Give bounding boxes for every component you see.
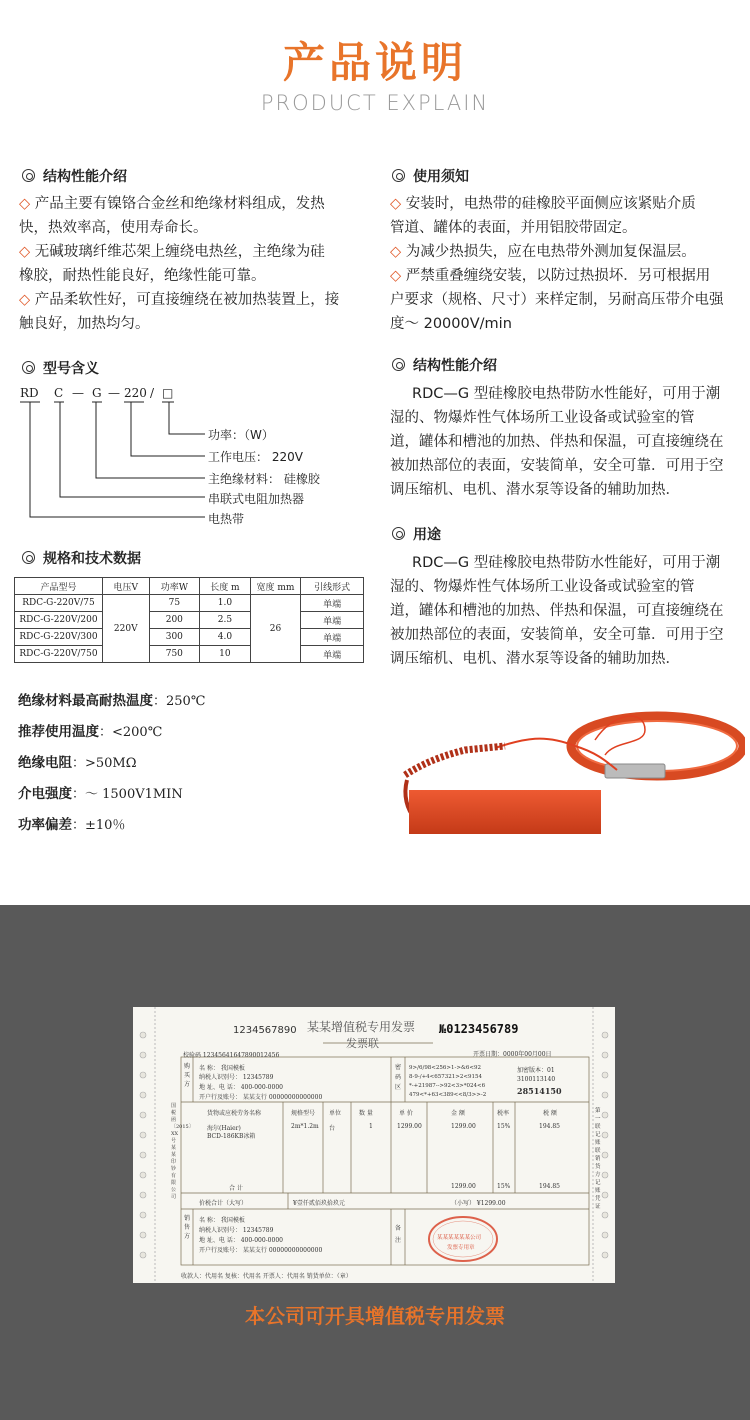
spec-cell-voltage: 220V (103, 595, 150, 663)
sum-label: 价税合计（大写） (199, 1200, 248, 1207)
model-heading: 型号含义 (22, 358, 99, 378)
check-code: 校验码 12345641647890012456 (183, 1052, 280, 1059)
usage-heading: 使用须知 (392, 166, 469, 186)
cipher-side-label: 密 码 区 (395, 1064, 402, 1091)
structure-item-3-cont: 触良好，加热均匀。 (19, 316, 150, 332)
invoice-code: 1234567890 (233, 1025, 297, 1036)
cipher-line: 9>/6/98<256>1->&6<92 (409, 1065, 481, 1071)
model-label-voltage: 工作电压： 220V (208, 450, 303, 464)
spec-cell-lead: 单端 (301, 612, 364, 629)
goods-rate: 15% (497, 1123, 511, 1130)
page-title: 产品说明 (282, 38, 467, 87)
circle-bullet-icon (22, 169, 35, 182)
sum-small: （小写） ¥1299.00 (451, 1200, 506, 1207)
usage-item-3-cont2: 度～ 20000V/min (390, 316, 512, 332)
stamp-subtext: 发票专用章 (447, 1245, 475, 1251)
stamp-text: 某某某某某某公司 (437, 1235, 482, 1241)
page-subtitle: PRODUCT EXPLAIN (260, 91, 490, 115)
product-photo (395, 700, 745, 840)
model-code-dash2: — (108, 386, 120, 400)
invoice-title: 某某增值税专用发票 (307, 1020, 416, 1034)
structure2-heading: 结构性能介绍 (392, 355, 497, 375)
structure2-line: 被加热部位的表面，安装简单，安全可靠．可用于空 (390, 458, 724, 474)
use-text (390, 551, 740, 671)
model-diagram (20, 386, 350, 526)
col-qty: 数 量 (359, 1110, 373, 1117)
invoice-caption: 本公司可开具增值税专用发票 (245, 1304, 505, 1328)
param-dielectric: 介电强度：～ 1500V1MIN (18, 786, 183, 802)
model-code-slash: / (150, 386, 155, 400)
spec-col-lead: 引线形式 (301, 578, 364, 595)
side-left-text: 国税函〔2015〕XX号某某印钞有限公司 (171, 1103, 194, 1200)
col-unit: 单位 (329, 1110, 342, 1117)
cipher-line: *-+21987-->92<3>*024<6 (409, 1083, 486, 1089)
diamond-icon: ◇ (390, 268, 406, 284)
goods-amount: 1299.00 (451, 1123, 476, 1130)
structure-item-2: ◇ 无碱玻璃纤维芯架上缠绕电热丝，主绝缘为硅 (19, 244, 325, 260)
circle-bullet-icon (392, 358, 405, 371)
buyer-name: 名 称： 我国模板 (199, 1065, 245, 1072)
param-use-temp: 推荐使用温度：<200℃ (18, 724, 163, 740)
circle-bullet-icon (392, 169, 405, 182)
coiled-lead (405, 746, 505, 775)
model-code-voltage: 220 (124, 386, 147, 400)
model-code-rd: RD (20, 386, 39, 400)
col-price: 单 价 (399, 1110, 413, 1117)
spec-cell-length: 4.0 (200, 629, 251, 646)
spec-col-model: 产品型号 (15, 578, 103, 595)
model-code-g: G (92, 386, 102, 400)
diamond-icon: ◇ (390, 196, 406, 212)
spec-cell-power: 75 (149, 595, 200, 612)
total-label: 合 计 (229, 1185, 243, 1192)
structure-item-2-cont: 橡胶，耐热性能良好，绝缘性能可靠。 (19, 268, 266, 284)
usage-item-1-cont: 管道、罐体的表面，并用铝胶带固定。 (390, 220, 637, 236)
goods-qty: 1 (369, 1123, 373, 1130)
circle-bullet-icon (22, 551, 35, 564)
spec-cell-lead: 单端 (301, 646, 364, 663)
goods-tax: 194.85 (539, 1123, 560, 1130)
structure-heading: 结构性能介绍 (22, 166, 127, 186)
spec-col-voltage: 电压V (103, 578, 150, 595)
goods-unit: 台 (329, 1125, 336, 1132)
cipher-line: 8-9-/+4<657321>2<9154 (409, 1074, 482, 1080)
model-code-dash1: — (72, 386, 84, 400)
buyer-tax: 纳税人识别号： 12345789 (199, 1074, 274, 1081)
col-amount: 金 额 (451, 1110, 465, 1117)
use-line: 被加热部位的表面，安装简单，安全可靠．可用于空 (390, 627, 724, 643)
use-line: 湿的、物爆炸性气体场所工业设备或试验室的管 (390, 579, 695, 595)
table-row (15, 629, 364, 646)
structure2-text (390, 382, 740, 502)
spec-cell-model: RDC-G-220V/75 (15, 595, 103, 612)
structure-item-1: ◇ 产品主要有镍铬合金丝和绝缘材料组成，发热 (19, 196, 325, 212)
structure2-line: 调压缩机、电机、潜水泵等设备的辅助加热． (390, 482, 680, 498)
circle-bullet-icon (392, 527, 405, 540)
col-spec: 规格型号 (291, 1110, 316, 1117)
diamond-icon: ◇ (19, 292, 35, 308)
spec-cell-power: 750 (149, 646, 200, 663)
remark-label: 备 注 (395, 1225, 402, 1244)
invoice-footer: 收款人：代用名 复核：代用名 开票人：代用名 销货单位：（章） (181, 1273, 352, 1280)
model-label-band: 电热带 (208, 512, 245, 526)
invoice-date: 开票日期：0000年00月00日 (473, 1051, 552, 1058)
structure2-line: 湿的、物爆炸性气体场所工业设备或试验室的管 (390, 410, 695, 426)
goods-name: 海尔(Haier) (207, 1125, 241, 1132)
diamond-icon: ◇ (19, 244, 35, 260)
invoice-number: №0123456789 (439, 1022, 519, 1036)
total-tax: 194.85 (539, 1183, 560, 1190)
table-row (15, 595, 364, 612)
diamond-icon: ◇ (19, 196, 35, 212)
sum-words: ¥壹仟贰佰玖拾玖元 (293, 1200, 345, 1207)
use-line: RDC—G 型硅橡胶电热带防水性能好，可用于潮 (412, 555, 721, 571)
spec-cell-length: 10 (200, 646, 251, 663)
model-label-power: 功率：（W） (208, 428, 274, 442)
spec-cell-power: 200 (149, 612, 200, 629)
invoice-image (133, 1007, 615, 1283)
model-label-heater: 串联式电阻加热器 (208, 492, 305, 506)
spec-table (14, 577, 364, 663)
seller-side-label: 销 售 方 (184, 1215, 191, 1240)
buyer-addr: 地 址、电 话： 400-000-0000 (199, 1084, 283, 1091)
param-power-dev: 功率偏差：±10％ (18, 817, 126, 833)
seller-tax: 纳税人识别号： 12345789 (199, 1227, 274, 1234)
invoice-subtitle: 发票联 (346, 1037, 379, 1050)
spec-cell-length: 1.0 (200, 595, 251, 612)
cipher-version: 加密版本：01 (517, 1067, 555, 1074)
goods-price: 1299.00 (397, 1123, 422, 1130)
buyer-side-label: 购 买 方 (184, 1063, 191, 1088)
structure2-line: 道，罐体和槽池的加热、伴热和保温，可直接缠绕在 (390, 434, 724, 450)
params-list (18, 686, 205, 841)
usage-item-1: ◇ 安装时，电热带的硅橡胶平面侧应该紧贴介质 (390, 196, 696, 212)
structure-list (19, 192, 364, 336)
heating-pad (409, 790, 601, 834)
cipher-code: 3100113140 (517, 1076, 556, 1083)
goods-spec: 2m*1.2m (291, 1123, 319, 1130)
spec-cell-lead: 单端 (301, 629, 364, 646)
buyer-bank: 开户行及账号： 某某支行 00000000000000 (199, 1094, 323, 1101)
table-row (15, 612, 364, 629)
col-tax: 税 额 (543, 1110, 557, 1117)
usage-item-2: ◇ 为减少热损失，应在电热带外测加复保温层。 (390, 244, 696, 260)
usage-list (390, 192, 740, 336)
use-heading: 用途 (392, 524, 441, 544)
table-row (15, 646, 364, 663)
spec-cell-length: 2.5 (200, 612, 251, 629)
spec-col-power: 功率W (149, 578, 200, 595)
spec-col-length: 长度 m (200, 578, 251, 595)
spec-cell-lead: 单端 (301, 595, 364, 612)
param-resistance: 绝缘电阻：>50MΩ (18, 755, 137, 771)
diamond-icon: ◇ (390, 244, 406, 260)
total-rate: 15% (497, 1183, 511, 1190)
structure-item-3: ◇ 产品柔软性好，可直接缠绕在被加热装置上，接 (19, 292, 340, 308)
structure-item-1-cont: 快，热效率高，使用寿命长。 (19, 220, 208, 236)
spec-heading: 规格和技术数据 (22, 548, 141, 568)
spec-cell-model: RDC-G-220V/750 (15, 646, 103, 663)
spec-cell-width: 26 (250, 595, 301, 663)
spec-cell-model: RDC-G-220V/300 (15, 629, 103, 646)
usage-item-3-cont: 户要求（规格、尺寸）来样定制，另耐高压带介电强 (390, 292, 724, 308)
usage-item-3: ◇ 严禁重叠缠绕安装，以防过热损坏．另可根据用 (390, 268, 711, 284)
model-code-box: □ (162, 386, 174, 400)
cipher-line: 479<*+63<389<<8/3>>-2 (409, 1092, 487, 1098)
spec-header-row (15, 578, 364, 595)
spec-col-width: 宽度 mm (250, 578, 301, 595)
spec-cell-power: 300 (149, 629, 200, 646)
cipher-number: 28514150 (517, 1086, 562, 1096)
col-rate: 税率 (497, 1110, 510, 1117)
param-max-temp: 绝缘材料最高耐热温度：250℃ (18, 693, 206, 709)
side-right-text: 第一联 记账联 销货方记账凭证 (595, 1108, 601, 1210)
seller-bank: 开户行及账号： 某某支行 00000000000000 (199, 1247, 323, 1254)
use-line: 调压缩机、电机、潜水泵等设备的辅助加热． (390, 651, 680, 667)
seller-addr: 地 址、电 话： 400-000-0000 (199, 1237, 283, 1244)
goods-model: BCD-186KB冰箱 (207, 1133, 256, 1140)
model-label-insulation: 主绝缘材料： 硅橡胶 (208, 472, 320, 486)
seller-name: 名 称： 我国模板 (199, 1217, 245, 1224)
spec-cell-model: RDC-G-220V/200 (15, 612, 103, 629)
circle-bullet-icon (22, 361, 35, 374)
structure2-line: RDC—G 型硅橡胶电热带防水性能好，可用于潮 (412, 386, 721, 402)
clamp (605, 764, 665, 778)
use-line: 道，罐体和槽池的加热、伴热和保温，可直接缠绕在 (390, 603, 724, 619)
model-code-c: C (54, 386, 64, 400)
total-amount: 1299.00 (451, 1183, 476, 1190)
col-goods: 货物或应税劳务名称 (207, 1110, 262, 1117)
